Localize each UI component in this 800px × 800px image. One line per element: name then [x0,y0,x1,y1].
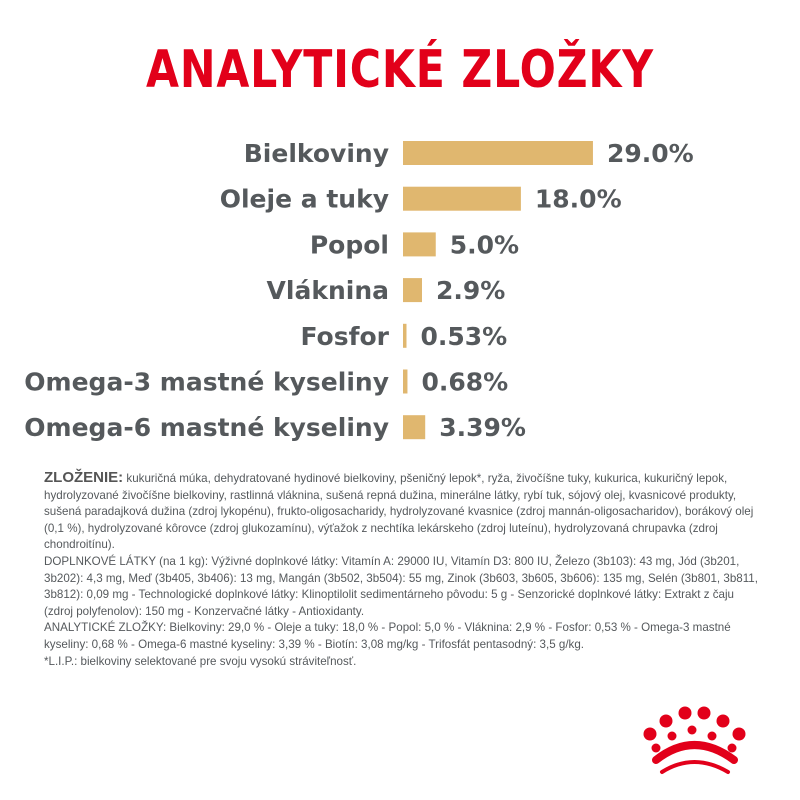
bar [403,187,521,211]
composition-paragraph [44,470,760,554]
page-title: ANALYTICKÉ ZLOŽKY [146,40,654,100]
value-label: 29.0% [606,139,694,168]
value-label: 2.9% [435,276,506,306]
composition-label: ZLOŽENIE: [44,469,124,486]
crown-icon [640,700,752,776]
value-label: 5.0% [449,230,520,260]
bar [403,278,422,302]
category-label: Vláknina [266,276,389,306]
category-label: Bielkoviny [243,139,389,168]
nutrient-bar-chart [0,130,800,450]
value-label: 0.68% [421,367,509,397]
category-label: Omega-6 mastné kyseliny [24,413,389,443]
composition-section [44,470,760,670]
bar [403,141,593,165]
value-label: 0.53% [420,321,508,351]
bar [403,232,436,256]
bar [403,415,425,439]
bar [403,370,407,394]
category-label: Omega-3 mastné kyseliny [24,367,389,397]
value-label: 18.0% [534,184,622,214]
category-label: Fosfor [300,321,389,351]
composition-text: kukuričná múka, dehydratované hydinové bielkoviny, pšeničný lepok*, ryža, živočíšne tuky, kukurica, kukuričný lepok, hydrolyzované živočíšne bielkoviny, rastlinná vláknina, sušená repná dužina, minerálne látky, rybí tuk, sójový olej, kvasnicové produkty, sušená paradajková dužina (zdroj lykopénu), frukto-oligosacharidy, hydrolyzované kvasnice (zdroj mannán-oligosacharidov), borákový olej (0,1 %), hydrolyzované kôrovce (zdroj glukozamínu), výťažok z nechtíka lekárskeho (zdroj luteínu), hydrolyzovaná chrupavka (zdroj chondroitínu). [44,472,754,552]
analytical-text: ANALYTICKÉ ZLOŽKY: Bielkoviny: 29,0 % - Oleje a tuky: 18,0 % - Popol: 5,0 % - Vláknina: 2,9 % - Fosfor: 0,53 % - Omega-3 mastné kyseliny: 0,68 % - Omega-6 mastné kyseliny: 3,39 % - Biotín: 3,08 mg/kg - Trifosfát pentasodný: 3,5 g/kg. [44,621,731,651]
category-label: Popol [309,230,389,260]
category-label: Oleje a tuky [219,184,389,214]
value-label: 3.39% [439,413,526,443]
bar [403,324,407,348]
footnote-text: *L.I.P.: bielkoviny selektované pre svoju vysokú stráviteľnosť. [44,654,357,668]
additives-text: DOPLNKOVÉ LÁTKY (na 1 kg): Výživné doplnkové látky: Vitamín A: 29000 IU, Vitamín D3: 800 IU, Železo (3b103): 43 mg, Jód (3b201, 3b202): 4,3 mg, Meď (3b405, 3b406): 13 mg, Mangán (3b502, 3b504): 55 mg, Zinok (3b603, 3b605, 3b606): 135 mg, Selén (3b801, 3b811, 3b812): 0,09 mg - Technologické doplnkové látky: Klinoptilolit sedimentárneho pôvodu: 5 g - Senzorické doplnkové látky: Extrakt z čaju (zdroj polyfenolov): 150 mg - Konzervačné látky - Antioxidanty. [44,554,758,618]
